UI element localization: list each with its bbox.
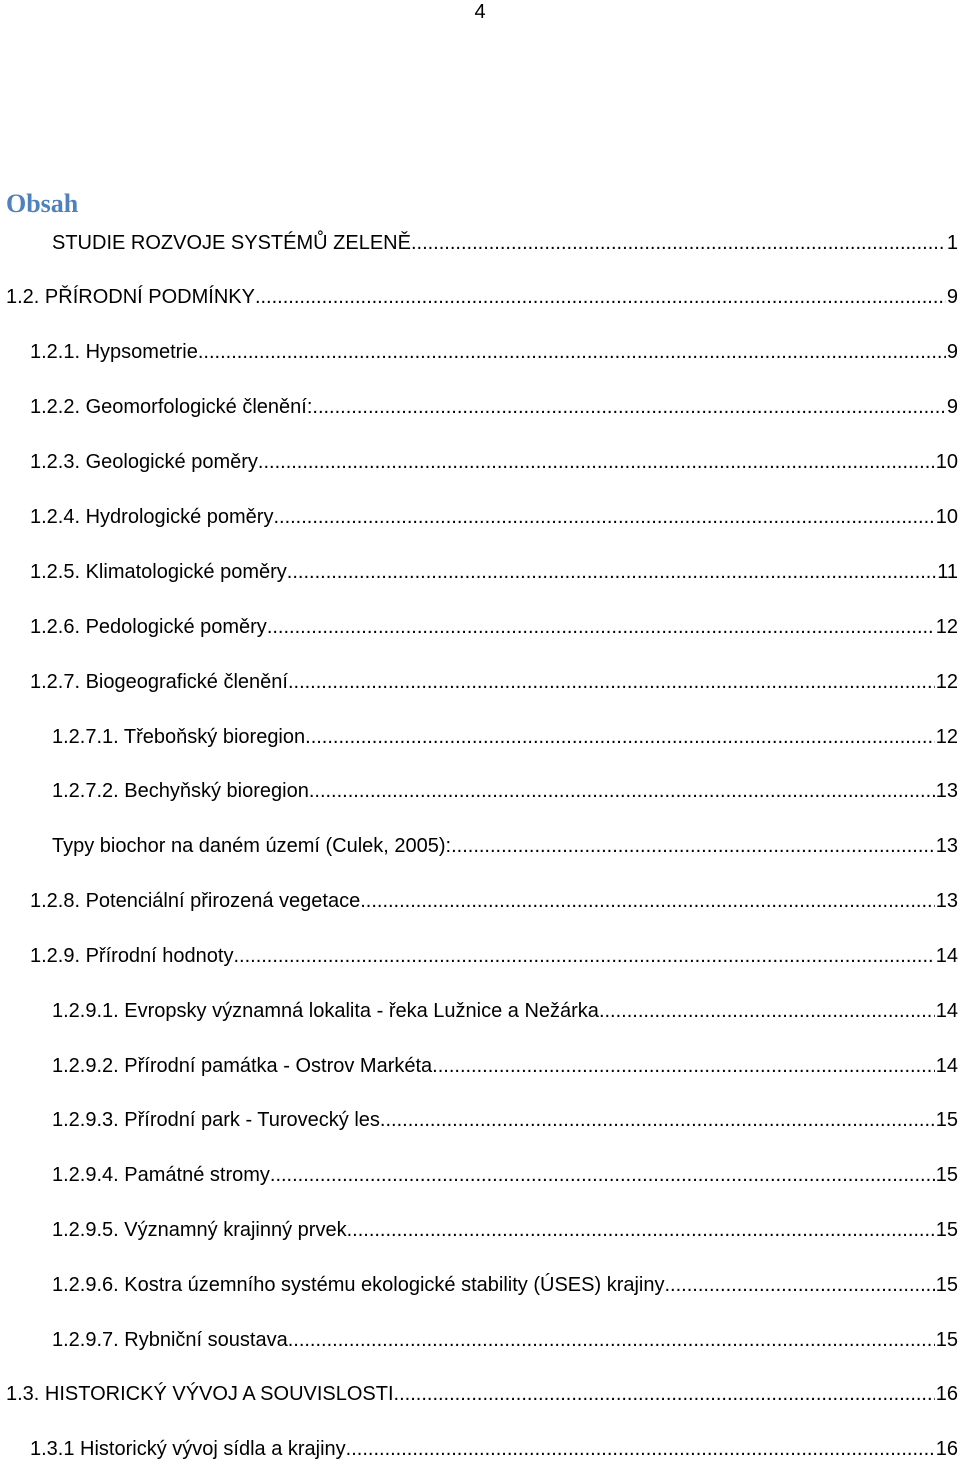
toc-leader-dots [309, 776, 935, 806]
toc-entry-label: 1.2.6. Pedologické poměry [30, 616, 267, 638]
toc-entry-label: 1.2.8. Potenciální přirozená vegetace [30, 890, 361, 912]
toc-entry-label: 1.2.4. Hydrologické poměry [30, 506, 274, 528]
toc-entry[interactable] [52, 831, 958, 861]
toc-entry-page: 14 [935, 1000, 958, 1022]
toc-leader-dots [270, 1160, 935, 1190]
toc-entry-label: 1.2. PŘÍRODNÍ PODMÍNKY [6, 286, 255, 308]
toc-leader-dots [267, 612, 935, 642]
toc-leader-dots [347, 1215, 935, 1245]
toc-leader-dots [360, 886, 935, 916]
toc-entry-page: 10 [935, 451, 958, 473]
toc-leader-dots [288, 1325, 935, 1355]
toc-entry[interactable] [30, 941, 958, 971]
toc-leader-dots [198, 337, 946, 367]
toc-entry[interactable] [30, 447, 958, 477]
toc-leader-dots [233, 941, 934, 971]
toc-leader-dots [255, 282, 946, 312]
toc-entry[interactable] [30, 667, 958, 697]
toc-entry-label: 1.2.9.1. Evropsky významná lokalita - řeka Lužnice a Nežárka [52, 1000, 599, 1022]
toc-entry-page: 13 [935, 890, 958, 912]
toc-entry-page: 12 [935, 616, 958, 638]
toc-entry-page: 15 [935, 1109, 958, 1131]
toc-entry-page: 16 [935, 1438, 958, 1460]
toc-entry[interactable] [52, 1325, 958, 1355]
toc-title: Obsah [6, 189, 79, 218]
toc-entry-page: 9 [946, 396, 958, 418]
toc-entry-page: 15 [935, 1329, 958, 1351]
toc-entry[interactable] [52, 1105, 958, 1135]
toc-entry-label: 1.2.2. Geomorfologické členění: [30, 396, 313, 418]
toc-entry-label: 1.3. HISTORICKÝ VÝVOJ A SOUVISLOSTI [6, 1383, 394, 1405]
toc-entry-label: 1.2.1. Hypsometrie [30, 341, 198, 363]
toc-entry-label: Typy biochor na daném území (Culek, 2005): [52, 835, 452, 857]
page-number: 4 [474, 1, 486, 23]
toc-leader-dots [411, 228, 946, 258]
toc-leader-dots [451, 831, 935, 861]
toc-entry-label: 1.2.7.1. Třeboňský bioregion. [52, 726, 311, 748]
toc-entry[interactable] [30, 557, 958, 587]
toc-entry-label: 1.2.9.6. Kostra územního systému ekologické stability (ÚSES) krajiny [52, 1274, 665, 1296]
toc-entry[interactable] [52, 722, 958, 752]
toc-entry-page: 10 [935, 506, 958, 528]
toc-leader-dots [394, 1379, 935, 1409]
toc-entry[interactable] [30, 612, 958, 642]
toc-entry-label: 1.2.9.7. Rybniční soustava [52, 1329, 288, 1351]
toc-entry[interactable] [30, 337, 958, 367]
toc-entry-page: 15 [935, 1164, 958, 1186]
toc-entry-page: 14 [935, 1055, 958, 1077]
toc-leader-dots [311, 722, 935, 752]
toc-entry[interactable] [30, 502, 958, 532]
toc-leader-dots [380, 1105, 935, 1135]
toc-entry-page: 13 [935, 780, 958, 802]
toc-entry[interactable] [6, 1379, 958, 1409]
toc-entry-label: 1.2.7.2. Bechyňský bioregion [52, 780, 309, 802]
toc-entry[interactable] [52, 1051, 958, 1081]
toc-entry-page: 16 [935, 1383, 958, 1405]
toc-leader-dots [288, 667, 935, 697]
toc-entry-label: STUDIE ROZVOJE SYSTÉMŮ ZELENĚ [52, 232, 411, 254]
toc-entry[interactable] [30, 1434, 958, 1464]
toc-entry-label: 1.2.9.4. Památné stromy [52, 1164, 270, 1186]
toc-entry[interactable] [52, 1215, 958, 1245]
toc-leader-dots [346, 1434, 935, 1464]
toc-entry-page: 11 [937, 561, 958, 583]
toc-entry-page: 15 [935, 1274, 958, 1296]
toc-entry-label: 1.2.3. Geologické poměry [30, 451, 258, 473]
toc-entry-page: 9 [946, 286, 958, 308]
toc-leader-dots [287, 557, 936, 587]
toc-entry-page: 9 [946, 341, 958, 363]
toc-entry-page: 13 [935, 835, 958, 857]
toc-entry[interactable] [52, 228, 958, 258]
toc-entry-label: 1.2.7. Biogeografické členění [30, 671, 288, 693]
toc-leader-dots [258, 447, 935, 477]
toc-entry[interactable] [52, 996, 958, 1026]
toc-entry-page: 12 [935, 726, 958, 748]
toc-entry[interactable] [52, 776, 958, 806]
toc-entry[interactable] [52, 1270, 958, 1300]
toc-entry-page: 1 [946, 232, 958, 254]
toc-leader-dots [599, 996, 935, 1026]
toc-entry[interactable] [30, 886, 958, 916]
toc-entry-page: 14 [935, 945, 958, 967]
toc-entry[interactable] [52, 1160, 958, 1190]
toc-entry-label: 1.2.9. Přírodní hodnoty [30, 945, 234, 967]
toc-entry-label: 1.2.5. Klimatologické poměry [30, 561, 287, 583]
toc-leader-dots [664, 1270, 934, 1300]
toc-leader-dots [432, 1051, 935, 1081]
toc-entry-page: 12 [935, 671, 958, 693]
toc-entry-label: 1.2.9.3. Přírodní park - Turovecký les [52, 1109, 380, 1131]
toc-entry[interactable] [6, 282, 958, 312]
toc-entry[interactable] [30, 392, 958, 422]
toc-entry-page: 15 [935, 1219, 958, 1241]
toc-entry-label: 1.3.1 Historický vývoj sídla a krajiny [30, 1438, 346, 1460]
toc-leader-dots [312, 392, 945, 422]
toc-leader-dots [273, 502, 934, 532]
toc-entry-label: 1.2.9.2. Přírodní památka - Ostrov Markéta [52, 1055, 433, 1077]
toc-entry-label: 1.2.9.5. Významný krajinný prvek [52, 1219, 347, 1241]
